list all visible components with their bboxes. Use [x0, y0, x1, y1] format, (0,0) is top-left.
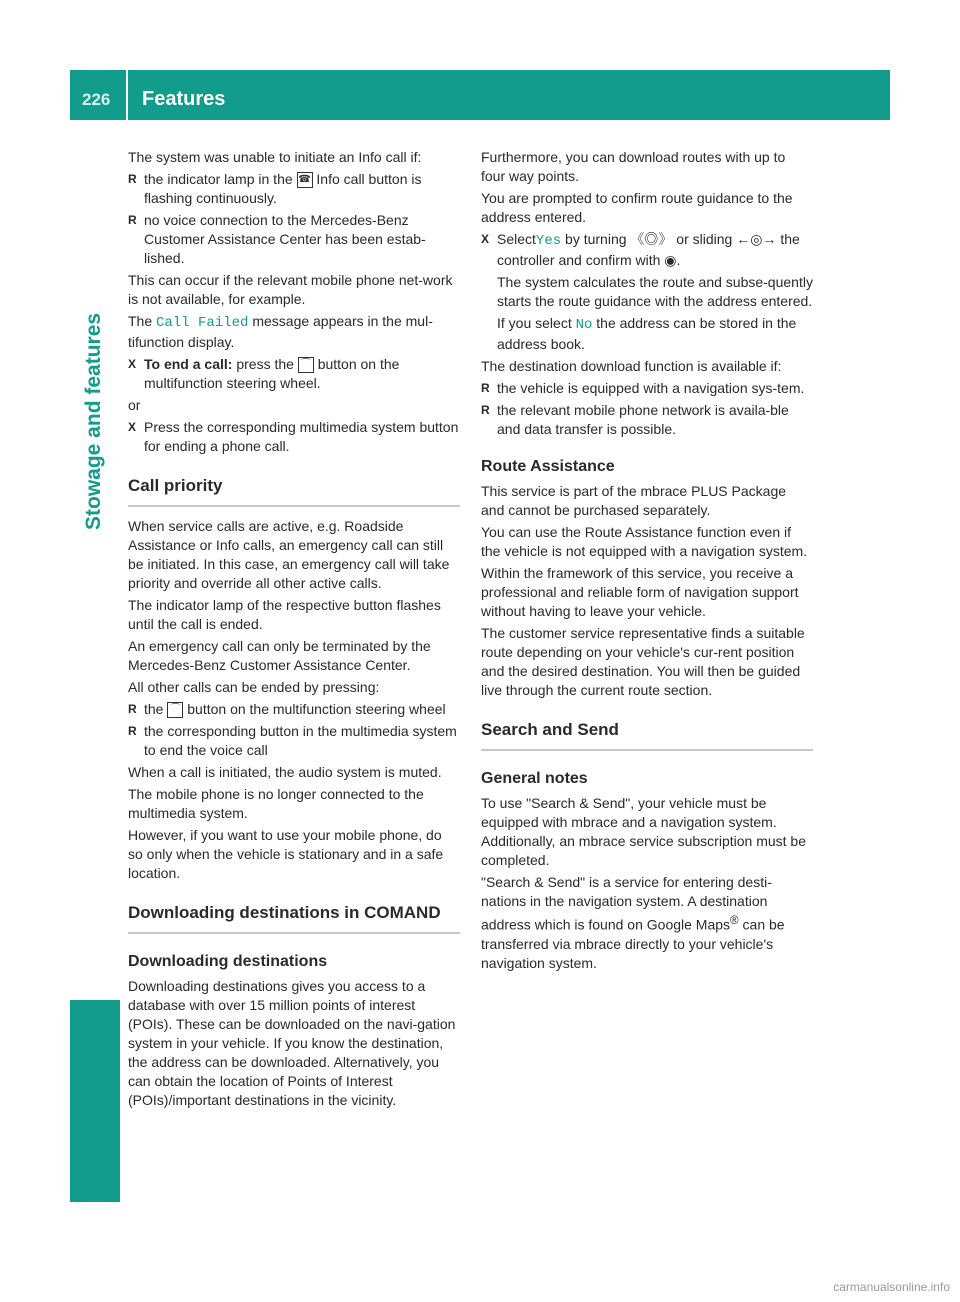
text: If you select — [497, 315, 572, 331]
paragraph: The customer service representative finds a suitable route depending on your vehicle's cur-rent position and the desired destination. You will then be guided live through the current route section. — [481, 625, 805, 698]
controller-press-icon: ◉ — [664, 252, 677, 268]
paragraph: You are prompted to confirm route guidance to the address entered. — [481, 190, 793, 225]
watermark: carmanualsonline.info — [833, 1280, 950, 1294]
paragraph: or — [128, 397, 141, 413]
text: Info call button is flashing continuously. — [144, 171, 422, 206]
list-item — [128, 700, 460, 719]
paragraph: Furthermore, you can download routes with up to four way points. — [481, 149, 786, 184]
subsection-heading: General notes — [481, 770, 588, 787]
text: or sliding — [676, 231, 733, 247]
paragraph: However, if you want to use your mobile phone, do so only when the vehicle is stationary and in a safe location. — [128, 827, 444, 881]
paragraph: The system was unable to initiate an Info call if: — [128, 149, 422, 165]
step-detail — [481, 314, 813, 354]
section-heading: Call priority — [128, 476, 460, 507]
paragraph: When service calls are active, e.g. Roadside Assistance or Info calls, an emergency call can still be initiated. In this case, an emergency call will take priority and override all other active calls. — [128, 518, 450, 591]
text: the indicator lamp in the — [144, 171, 293, 187]
page-number: 226 — [82, 90, 111, 109]
paragraph: To use "Search & Send", your vehicle must be equipped with mbrace and a navigation system. Additionally, an mbrace service subscription must be completed. — [481, 795, 807, 868]
text: The — [128, 313, 153, 329]
instruction-step — [128, 355, 460, 393]
section-label: Stowage and features — [82, 312, 105, 530]
text: the address can be stored in the address book. — [497, 315, 797, 352]
instruction-step: X Press the corresponding multimedia system button for ending a phone call. — [128, 418, 460, 456]
text: "Search & Send" is a service for entering desti-nations in the navigation system. A destination address which is found on Google Maps — [481, 874, 772, 933]
registered-mark: ® — [730, 914, 739, 927]
section-tab — [70, 1000, 120, 1202]
paragraph: You can use the Route Assistance function even if the vehicle is not equipped with a navigation system. — [481, 524, 808, 559]
text: button on the multifunction steering wheel. — [144, 356, 400, 391]
paragraph: The mobile phone is no longer connected to the multimedia system. — [128, 786, 424, 821]
list-item: R no voice connection to the Mercedes-Benz Customer Assistance Center has been estab-lished. — [128, 211, 460, 268]
list-item: R the relevant mobile phone network is availa-ble and data transfer is possible. — [481, 401, 813, 439]
paragraph: When a call is initiated, the audio system is muted. — [128, 764, 442, 780]
paragraph: An emergency call can only be terminated by the Mercedes-Benz Customer Assistance Center. — [128, 638, 431, 673]
step-label: To end a call: — [144, 356, 233, 372]
hang-up-icon: ⌒ — [167, 702, 183, 718]
option-no: No — [575, 317, 593, 333]
text: Select — [497, 231, 536, 247]
paragraph: The indicator lamp of the respective button flashes until the call is ended. — [128, 597, 441, 632]
section-heading: Search and Send — [481, 720, 813, 751]
page-title: Features — [142, 88, 226, 110]
instruction-step: X SelectYes by turning 《◎》 or sliding ←◎→ the controller and confirm with ◉. — [481, 230, 813, 270]
text: the controller and confirm with — [497, 231, 800, 268]
subsection-heading: Route Assistance — [481, 458, 615, 475]
option-yes: Yes — [535, 233, 562, 249]
text: can be transferred via mbrace directly to your vehicle's navigation system. — [481, 916, 785, 971]
text: the — [144, 701, 164, 717]
list-item — [128, 170, 460, 208]
left-column — [128, 148, 460, 1113]
text: message appears in the mul-tifunction display. — [128, 313, 433, 350]
paragraph — [481, 873, 813, 973]
page-header — [70, 70, 890, 120]
list-item: R the corresponding button in the multimedia system to end the voice call — [128, 722, 460, 760]
text: button on the multifunction steering wheel — [187, 701, 446, 717]
paragraph: This can occur if the relevant mobile phone net-work is not available, for example. — [128, 272, 453, 307]
list-item: R the vehicle is equipped with a navigation sys-tem. — [481, 379, 813, 398]
header-separator — [126, 70, 128, 120]
paragraph: The destination download function is available if: — [481, 358, 782, 374]
paragraph: Downloading destinations gives you access to a database with over 15 million points of interest (POIs). These can be downloaded on the navi-gation system in your vehicle. If you know the destination, the address can be downloaded. Alternatively, you can obtain the location of Points of Interest (POIs)/important destinations in the vicinity. — [128, 978, 456, 1108]
paragraph — [128, 312, 460, 352]
section-heading: Downloading destinations in COMAND — [128, 903, 460, 934]
right-column — [481, 148, 813, 976]
paragraph: This service is part of the mbrace PLUS Package and cannot be purchased separately. — [481, 483, 787, 518]
text: press the — [236, 356, 294, 372]
hang-up-icon: ⌒ — [298, 357, 314, 373]
controller-slide-icon: ←◎→ — [736, 231, 777, 247]
paragraph: Within the framework of this service, you receive a professional and reliable form of navigation support without having to leave your vehicle. — [481, 565, 799, 619]
phone-info-icon: ☎ — [297, 172, 313, 188]
display-message: Call Failed — [156, 315, 249, 331]
controller-turn-icon: 《◎》 — [630, 231, 673, 247]
paragraph: All other calls can be ended by pressing: — [128, 679, 380, 695]
text: by turning — [565, 231, 627, 247]
step-detail: The system calculates the route and subse-quently starts the route guidance with the address entered. — [497, 274, 813, 309]
subsection-heading: Downloading destinations — [128, 953, 328, 970]
